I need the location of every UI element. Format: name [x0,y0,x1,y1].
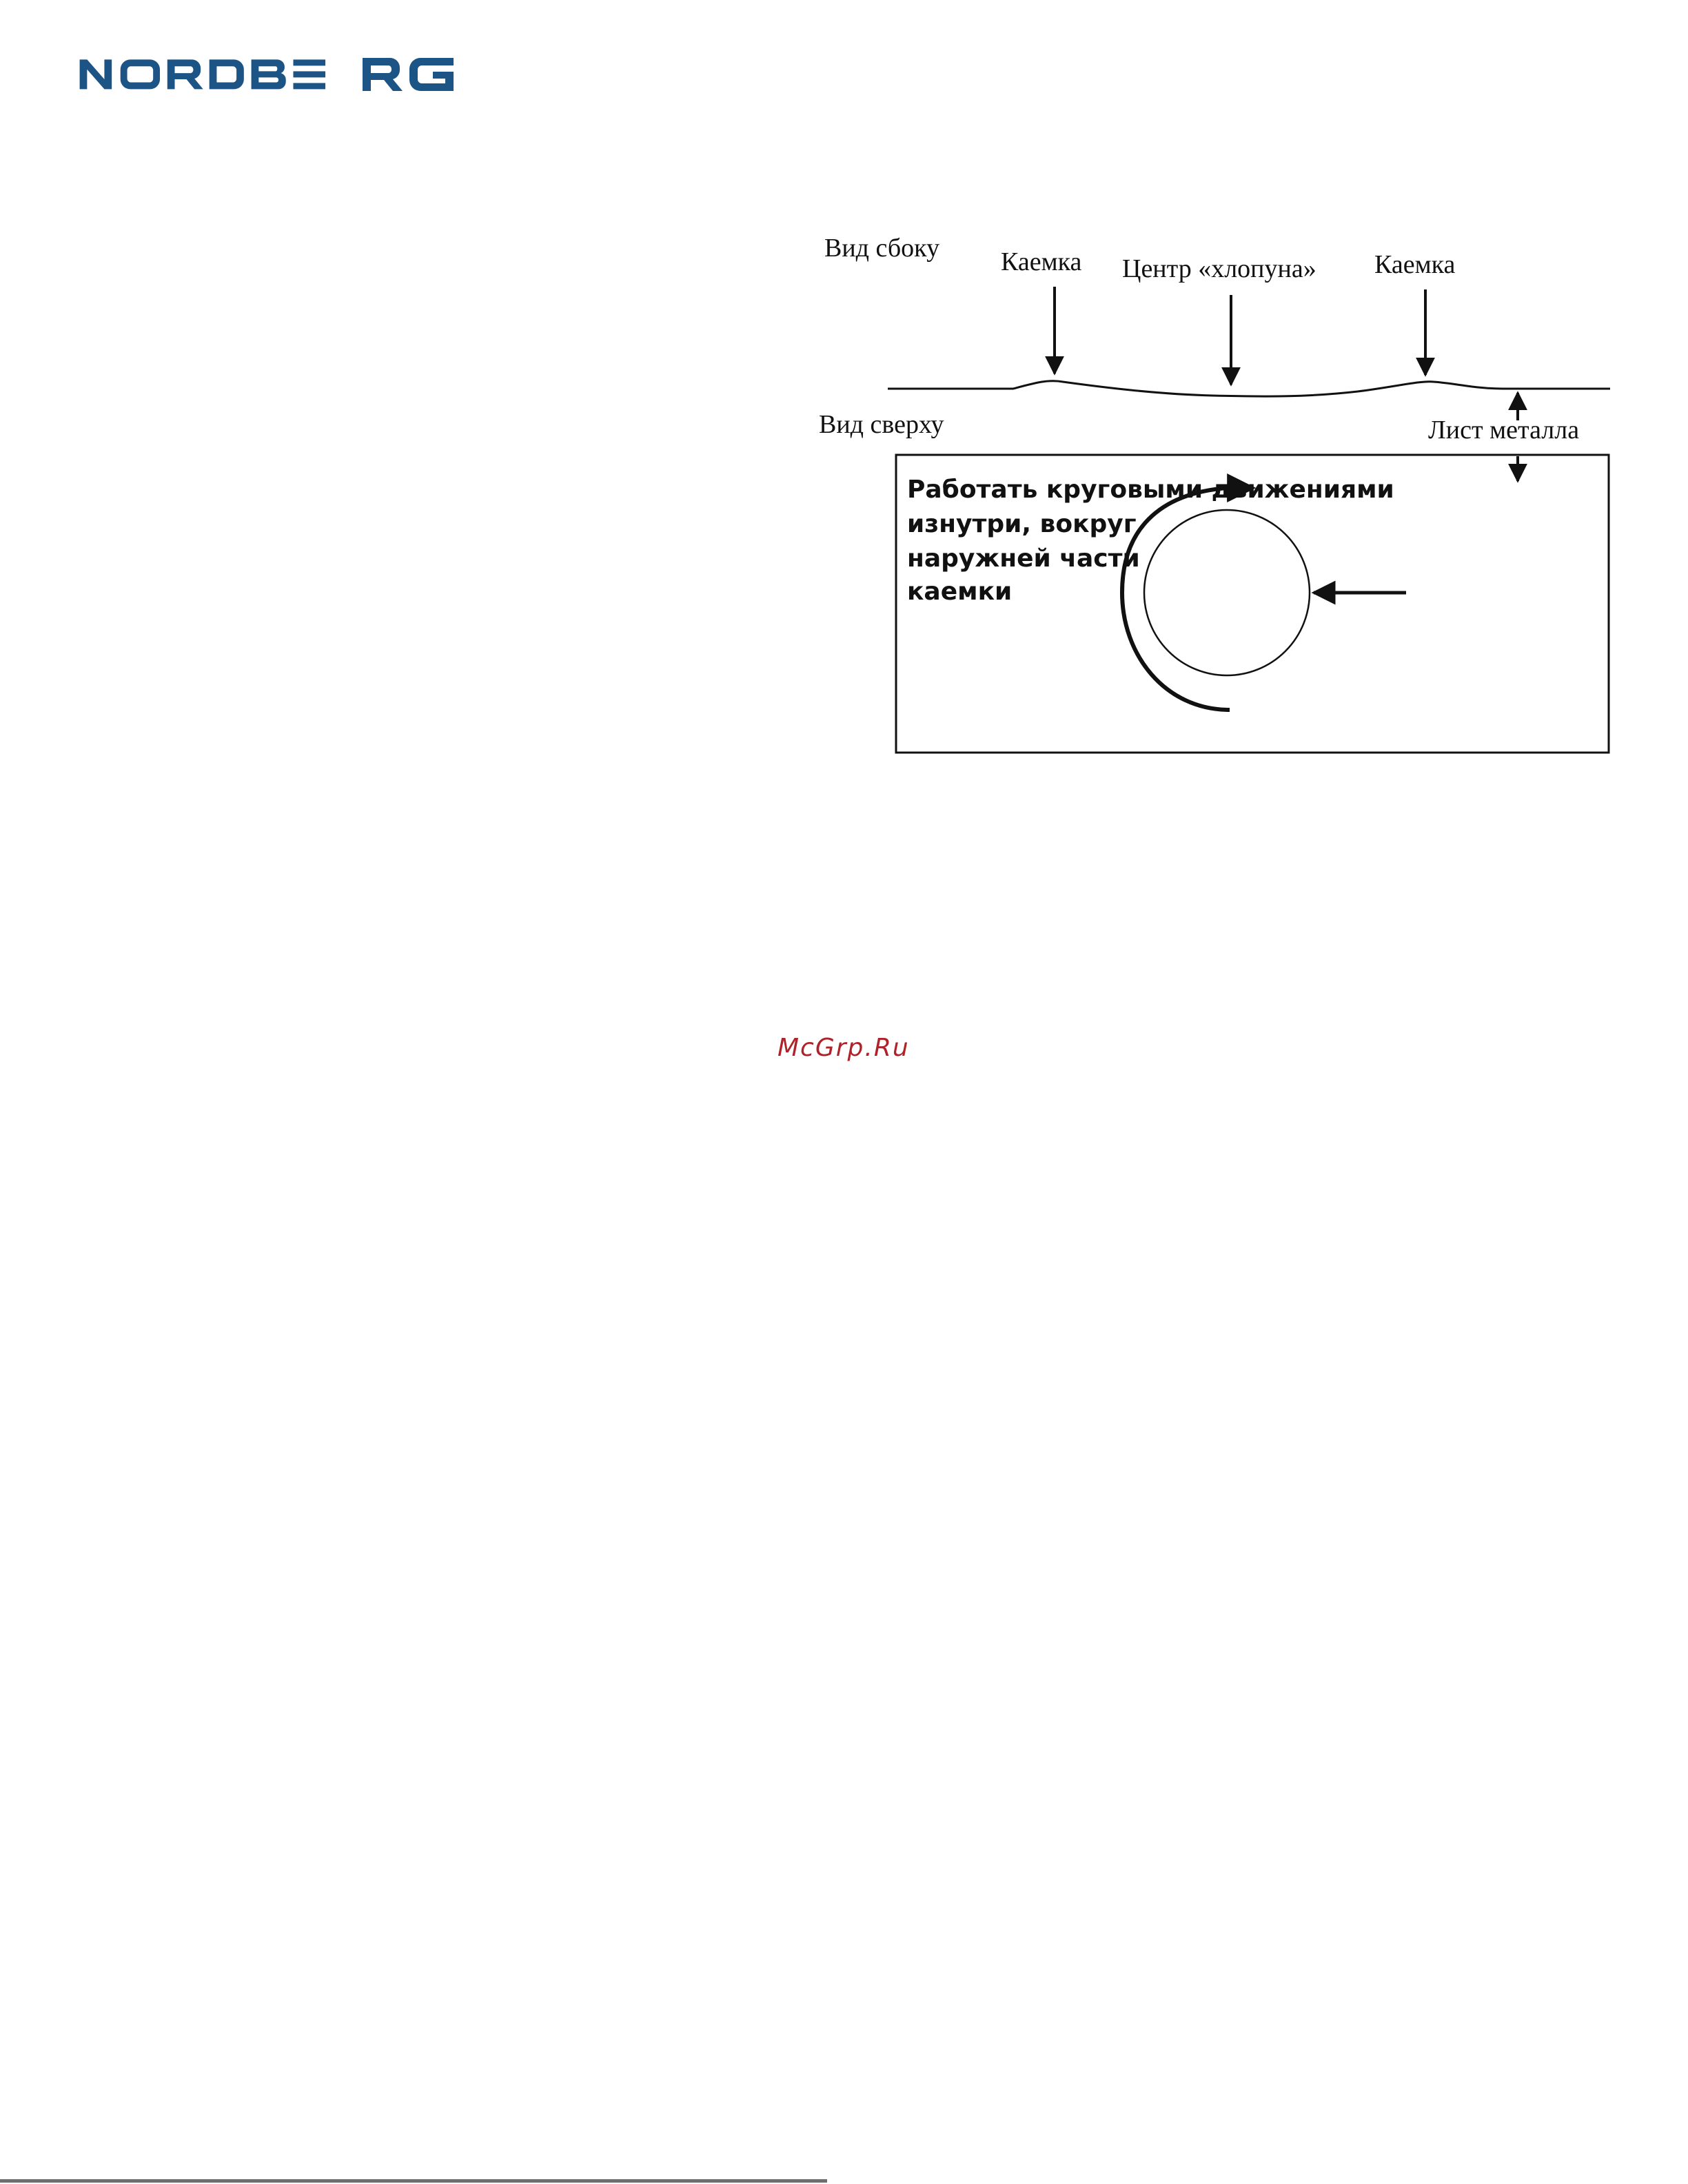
bottom-divider [0,2179,827,2183]
side-view-label: Вид сбоку [824,234,940,263]
nordberg-logo [77,50,361,98]
instruction-line-2: изнутри, вокруг [907,510,1137,538]
top-view-label: Вид сверху [819,410,944,439]
nordberg-logo-tail [361,50,458,98]
edge-label-right: Каемка [1374,250,1456,279]
center-label: Центр «хлопуна» [1122,254,1316,283]
instruction-line-3: наружней части [907,544,1140,573]
sheet-label: Лист металла [1428,416,1580,445]
dent-circle [1144,510,1310,675]
circular-motion-arrow [1122,488,1253,710]
instruction-line-1: Работать круговыми движениями [907,476,1394,504]
edge-label-left: Каемка [1001,247,1082,276]
edge-dent-diagram [813,227,1634,765]
watermark: McGrp.Ru [777,1034,910,1062]
instruction-line-4: каемки [907,578,1013,606]
metal-sheet-profile [888,381,1610,396]
